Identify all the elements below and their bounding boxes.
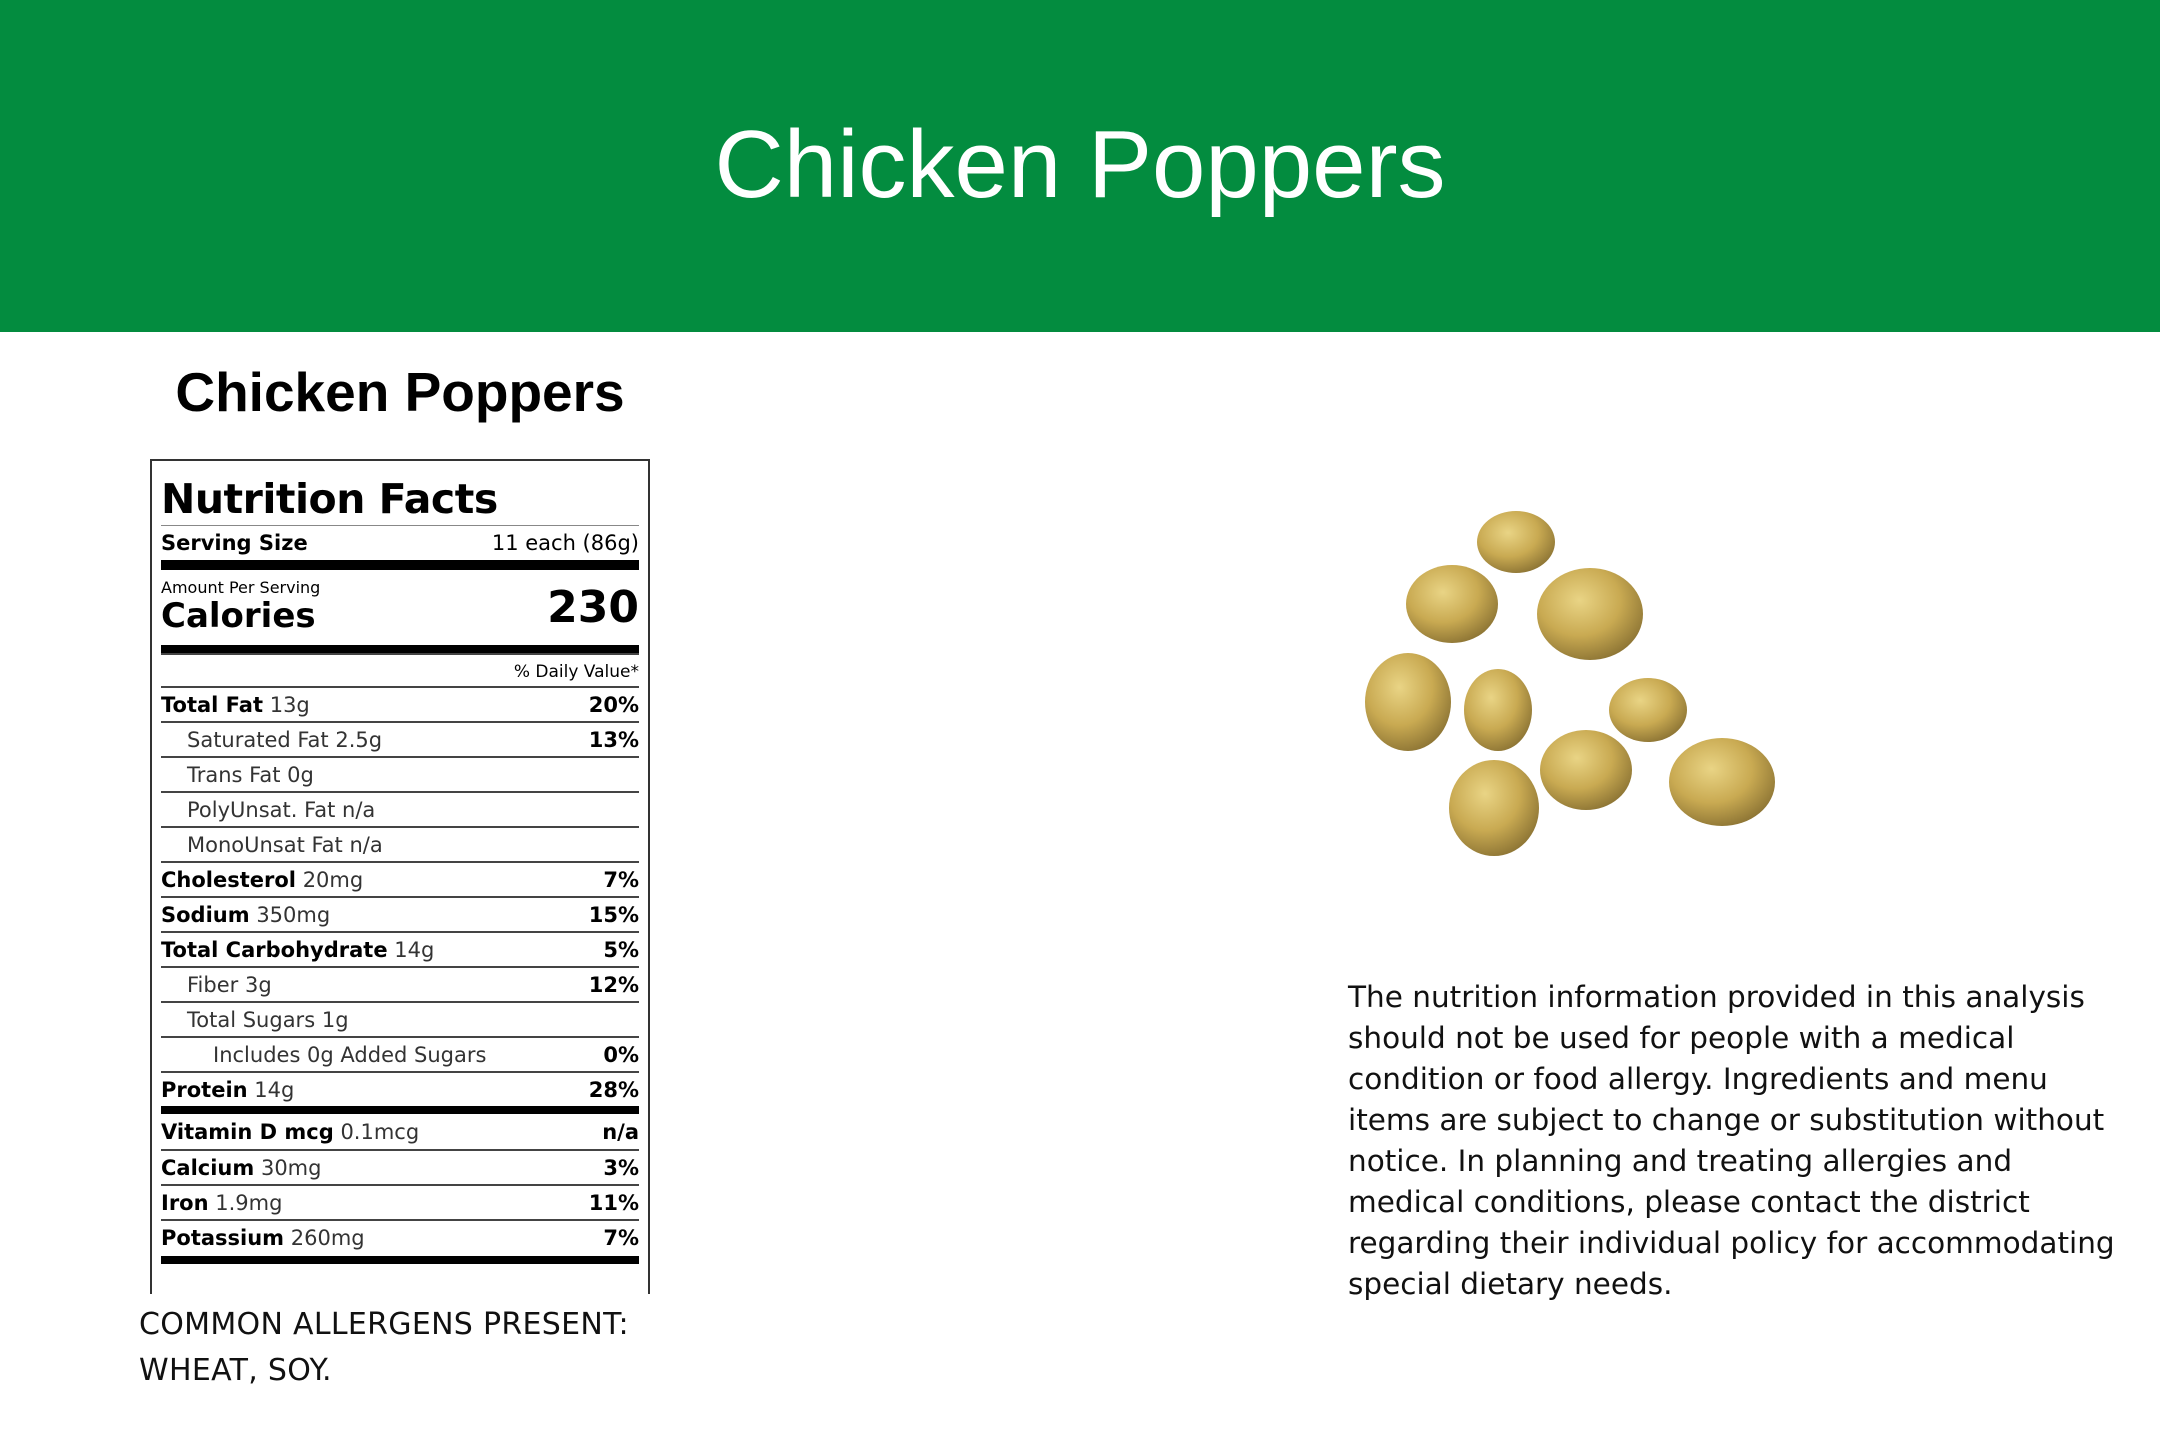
- nutrient-row: [161, 896, 639, 931]
- vitamin-rows: [161, 1114, 639, 1254]
- nugget: [1540, 730, 1632, 810]
- divider-thick: [161, 1106, 639, 1114]
- nutrient-amount: 350mg: [256, 902, 331, 927]
- nutrient-daily-value: 12%: [588, 972, 639, 997]
- nutrient-row: [161, 686, 639, 721]
- nutrient-row: [161, 826, 639, 861]
- nutrient-amount: n/a: [349, 832, 383, 857]
- banner-title: Chicken Poppers: [714, 111, 1446, 218]
- nutrient-label: Calcium: [161, 1155, 255, 1180]
- nutrient-amount: 0.1mcg: [340, 1119, 420, 1144]
- nutrient-amount: 20mg: [302, 867, 364, 892]
- nutrient-row: [161, 756, 639, 791]
- nutrient-daily-value: 28%: [588, 1077, 639, 1102]
- nugget-group: [1365, 511, 1775, 856]
- calories-block: [161, 570, 639, 645]
- serving-size-row: [161, 525, 639, 560]
- nutrient-row: [161, 966, 639, 1001]
- nugget: [1477, 511, 1555, 573]
- nutrient-row: [161, 721, 639, 756]
- nutrient-row: [161, 1219, 639, 1254]
- nutrient-amount: 14g: [254, 1077, 295, 1102]
- nutrient-label: Total Sugars: [187, 1007, 316, 1032]
- nutrient-label: Total Fat: [161, 692, 264, 717]
- daily-value-header: % Daily Value*: [161, 653, 639, 686]
- nutrition-facts-title: Nutrition Facts: [161, 475, 498, 523]
- nutrient-amount: 14g: [394, 937, 435, 962]
- nutrient-label: Sodium: [161, 902, 250, 927]
- nugget: [1464, 669, 1532, 751]
- nutrient-amount: 260mg: [290, 1225, 365, 1250]
- nutrient-daily-value: 3%: [603, 1155, 639, 1180]
- nutrient-label: MonoUnsat Fat: [187, 832, 343, 857]
- nutrient-row: [161, 1071, 639, 1106]
- nugget: [1669, 738, 1775, 826]
- nutrient-rows: [161, 686, 639, 1106]
- nutrient-row: [161, 1149, 639, 1184]
- nugget: [1406, 565, 1498, 643]
- nutrient-label: Includes 0g Added Sugars: [213, 1042, 487, 1067]
- nutrient-label: Fiber: [187, 972, 239, 997]
- header-banner: [0, 0, 2160, 332]
- allergens-notice: [139, 1302, 699, 1394]
- nutrient-amount: 2.5g: [335, 727, 383, 752]
- nutrient-amount: 13g: [269, 692, 310, 717]
- nutrient-row: [161, 1001, 639, 1036]
- calories-label: Calories: [161, 596, 316, 636]
- divider-bottom: [161, 1256, 639, 1264]
- allergens-line: WHEAT, SOY.: [139, 1353, 332, 1388]
- nutrient-daily-value: 20%: [588, 692, 639, 717]
- nutrient-amount: 30mg: [260, 1155, 322, 1180]
- chicken-poppers-image: [1350, 500, 1790, 880]
- calories-value: 230: [547, 582, 639, 633]
- nugget: [1609, 678, 1687, 742]
- item-title: Chicken Poppers: [175, 361, 625, 423]
- nutrient-daily-value: 7%: [603, 1225, 639, 1250]
- nutrient-daily-value: 11%: [588, 1190, 639, 1215]
- nutrient-row: [161, 931, 639, 966]
- nugget: [1449, 760, 1539, 856]
- nutrition-facts-label: [150, 459, 650, 1294]
- nutrient-label: Cholesterol: [161, 867, 296, 892]
- nutrient-row: [161, 791, 639, 826]
- serving-size-value: 11 each (86g): [491, 531, 639, 555]
- amount-per-serving: Amount Per Serving: [161, 578, 321, 597]
- nutrient-label: Vitamin D mcg: [161, 1119, 334, 1144]
- nutrient-daily-value: n/a: [602, 1119, 639, 1144]
- nutrient-row: [161, 861, 639, 896]
- nutrient-amount: n/a: [342, 797, 376, 822]
- divider-thick: [161, 645, 639, 653]
- nutrient-label: Potassium: [161, 1225, 285, 1250]
- serving-size-label: Serving Size: [161, 531, 308, 555]
- divider-thick: [161, 560, 639, 570]
- nutrient-label: Iron: [161, 1190, 209, 1215]
- nutrient-daily-value: 5%: [603, 937, 639, 962]
- nutrient-daily-value: 7%: [603, 867, 639, 892]
- nutrient-daily-value: 0%: [603, 1042, 639, 1067]
- disclaimer-text: The nutrition information provided in this analysis should not be used for people with a medical condition or food allergy. Ingredients and menu items are subject to change or substitution without notice. In planning and treating allergies and medical conditions, please contact the district regarding their individual policy for accommodating special dietary needs.: [1348, 980, 2115, 1301]
- nutrient-label: Trans Fat: [187, 762, 281, 787]
- nutrient-amount: 3g: [244, 972, 272, 997]
- nutrient-amount: 1.9mg: [215, 1190, 283, 1215]
- nutrient-daily-value: 15%: [588, 902, 639, 927]
- nutrient-daily-value: 13%: [588, 727, 639, 752]
- nugget: [1365, 653, 1451, 751]
- nutrient-amount: 0g: [287, 762, 314, 787]
- nugget: [1537, 568, 1643, 660]
- nutrient-row: [161, 1184, 639, 1219]
- nutrient-label: PolyUnsat. Fat: [187, 797, 336, 822]
- nutrient-row: [161, 1036, 639, 1071]
- nutrient-label: Saturated Fat: [187, 727, 329, 752]
- nutrient-row: [161, 1114, 639, 1149]
- nutrient-label: Protein: [161, 1077, 248, 1102]
- allergens-line: COMMON ALLERGENS PRESENT:: [139, 1307, 629, 1342]
- nutrient-label: Total Carbohydrate: [161, 937, 388, 962]
- nutrient-amount: 1g: [321, 1007, 349, 1032]
